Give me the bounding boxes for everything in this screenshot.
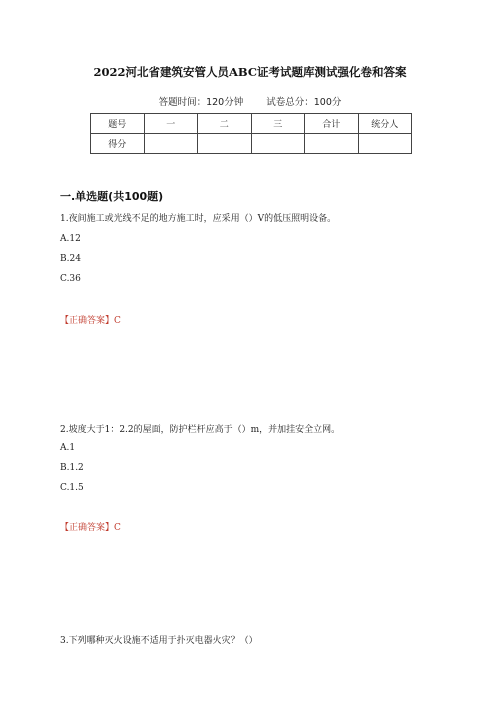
- question-1-option-b: B.24: [60, 254, 81, 264]
- score-cell[interactable]: [198, 134, 252, 154]
- question-2-option-c: C.1.5: [60, 483, 84, 493]
- question-1-option-a: A.12: [60, 234, 81, 244]
- question-1-option-c: C.36: [60, 274, 81, 284]
- exam-total-score: 试卷总分：100分: [266, 97, 342, 108]
- question-2-answer: 【正确答案】C: [60, 523, 121, 533]
- score-header-cell: 一: [144, 114, 198, 134]
- score-table-score-row: [91, 134, 412, 154]
- question-2-option-a: A.1: [60, 443, 76, 453]
- question-2-option-b: B.1.2: [60, 463, 84, 473]
- score-cell[interactable]: [144, 134, 198, 154]
- score-header-cell: 二: [198, 114, 252, 134]
- score-table: [90, 113, 412, 154]
- score-header-cell: 合计: [305, 114, 359, 134]
- score-row-label: 得分: [91, 134, 145, 154]
- exam-title: 2022河北省建筑安管人员ABC证考试题库测试强化卷和答案: [93, 65, 407, 79]
- question-3-text: 3.下列哪种灭火设施不适用于扑灭电器火灾？（）: [60, 636, 258, 646]
- question-1-text: 1.夜间施工或光线不足的地方施工时，应采用（）V的低压照明设备。: [60, 214, 337, 224]
- score-cell[interactable]: [251, 134, 305, 154]
- score-header-cell: 统分人: [358, 114, 412, 134]
- exam-time: 答题时间：120分钟: [158, 97, 244, 108]
- score-cell[interactable]: [305, 134, 359, 154]
- score-header-cell: 三: [251, 114, 305, 134]
- score-cell[interactable]: [358, 134, 412, 154]
- score-header-cell: 题号: [91, 114, 145, 134]
- exam-meta: [0, 94, 500, 108]
- score-table-header-row: [91, 114, 412, 134]
- question-1-answer: 【正确答案】C: [60, 316, 121, 326]
- section-title: 一.单选题(共100题): [60, 190, 164, 203]
- question-2-text: 2.坡度大于1：2.2的屋面，防护栏杆应高于（）m，并加挂安全立网。: [60, 425, 341, 435]
